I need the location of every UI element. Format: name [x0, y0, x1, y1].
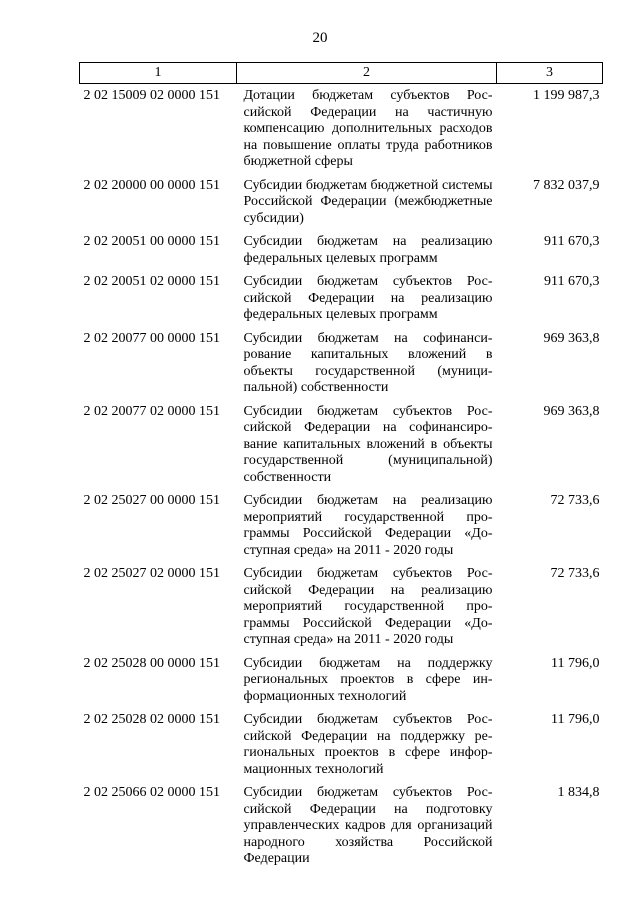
amount: 1 834,8	[557, 785, 600, 800]
amount: 72 733,6	[550, 566, 600, 581]
budget-code: 2 02 25027 02 0000 151	[83, 566, 220, 581]
revenue-description: Субсидии бюджетам на софинансирование капитальных вложений в объекты государственной (муниципальной) собственности	[243, 330, 493, 395]
budget-code: 2 02 25027 00 0000 151	[83, 493, 220, 508]
revenue-description: Субсидии бюджетам на реализацию федеральных целевых программ	[243, 234, 493, 266]
column-header-3: 3	[497, 63, 603, 84]
table-header	[80, 63, 603, 84]
amount: 72 733,6	[550, 493, 600, 508]
revenue-description: Субсидии бюджетам субъектов Российской Федерации на реализацию федеральных целевых программ	[243, 274, 493, 322]
budget-revenue-table	[79, 62, 603, 871]
amount: 969 363,8	[543, 330, 600, 346]
table-row	[80, 230, 603, 270]
budget-code: 2 02 20000 00 0000 151	[83, 177, 220, 193]
amount: 911 670,3	[544, 274, 600, 289]
budget-code: 2 02 25028 00 0000 151	[83, 655, 220, 671]
amount: 911 670,3	[544, 234, 600, 249]
amount: 11 796,0	[551, 655, 600, 671]
table-row	[80, 270, 603, 327]
budget-code: 2 02 20077 00 0000 151	[83, 330, 220, 346]
amount: 7 832 037,9	[533, 177, 600, 193]
budget-code: 2 02 20051 00 0000 151	[83, 234, 220, 249]
revenue-description: Дотации бюджетам субъектов Российской Федерации на частичную компенсацию дополнительных расходов на повышение оплаты труда работников бюджетной сферы	[243, 88, 493, 169]
revenue-description: Субсидии бюджетам бюджетной системы Российской Федерации (межбюджетные субсидии)	[243, 177, 493, 226]
table-row	[80, 174, 603, 231]
revenue-description: Субсидии бюджетам субъектов Российской Федерации на софинансирование капитальных вложений в объекты государственной (муниципальной) собственности	[243, 403, 493, 485]
page-number: 20	[312, 30, 328, 46]
amount: 1 199 987,3	[533, 88, 600, 103]
budget-code: 2 02 25028 02 0000 151	[83, 712, 220, 727]
column-header-1: 1	[80, 63, 237, 84]
table-row	[80, 84, 603, 174]
revenue-description: Субсидии бюджетам субъектов Российской Федерации на поддержку региональных проектов в сфере информационных технологий	[243, 712, 493, 777]
table-row	[80, 562, 603, 652]
amount: 969 363,8	[543, 403, 600, 419]
table-row	[80, 400, 603, 490]
table-row	[80, 708, 603, 781]
table-row	[80, 781, 603, 871]
table-row	[80, 489, 603, 562]
budget-code: 2 02 25066 02 0000 151	[83, 785, 220, 800]
budget-code: 2 02 20077 02 0000 151	[83, 403, 220, 419]
amount: 11 796,0	[551, 712, 600, 727]
revenue-description: Субсидии бюджетам субъектов Российской Федерации на подготовку управленческих кадров для организаций народного хозяйства Российской Федерации	[243, 785, 493, 866]
revenue-description: Субсидии бюджетам на поддержку региональных проектов в сфере информационных технологий	[243, 655, 493, 704]
table-row	[80, 652, 603, 709]
table-body	[80, 84, 603, 871]
revenue-description: Субсидии бюджетам субъектов Российской Федерации на реализацию мероприятий государственной программы Российской Федерации «Доступная среда» на 2011 - 2020 годы	[243, 566, 493, 647]
table-row	[80, 327, 603, 400]
table-header-row	[80, 63, 603, 84]
revenue-description: Субсидии бюджетам на реализацию мероприятий государственной программы Российской Федерации «Доступная среда» на 2011 - 2020 годы	[243, 493, 493, 558]
column-header-2: 2	[237, 63, 497, 84]
budget-code: 2 02 20051 02 0000 151	[83, 274, 220, 289]
budget-code: 2 02 15009 02 0000 151	[83, 88, 220, 103]
